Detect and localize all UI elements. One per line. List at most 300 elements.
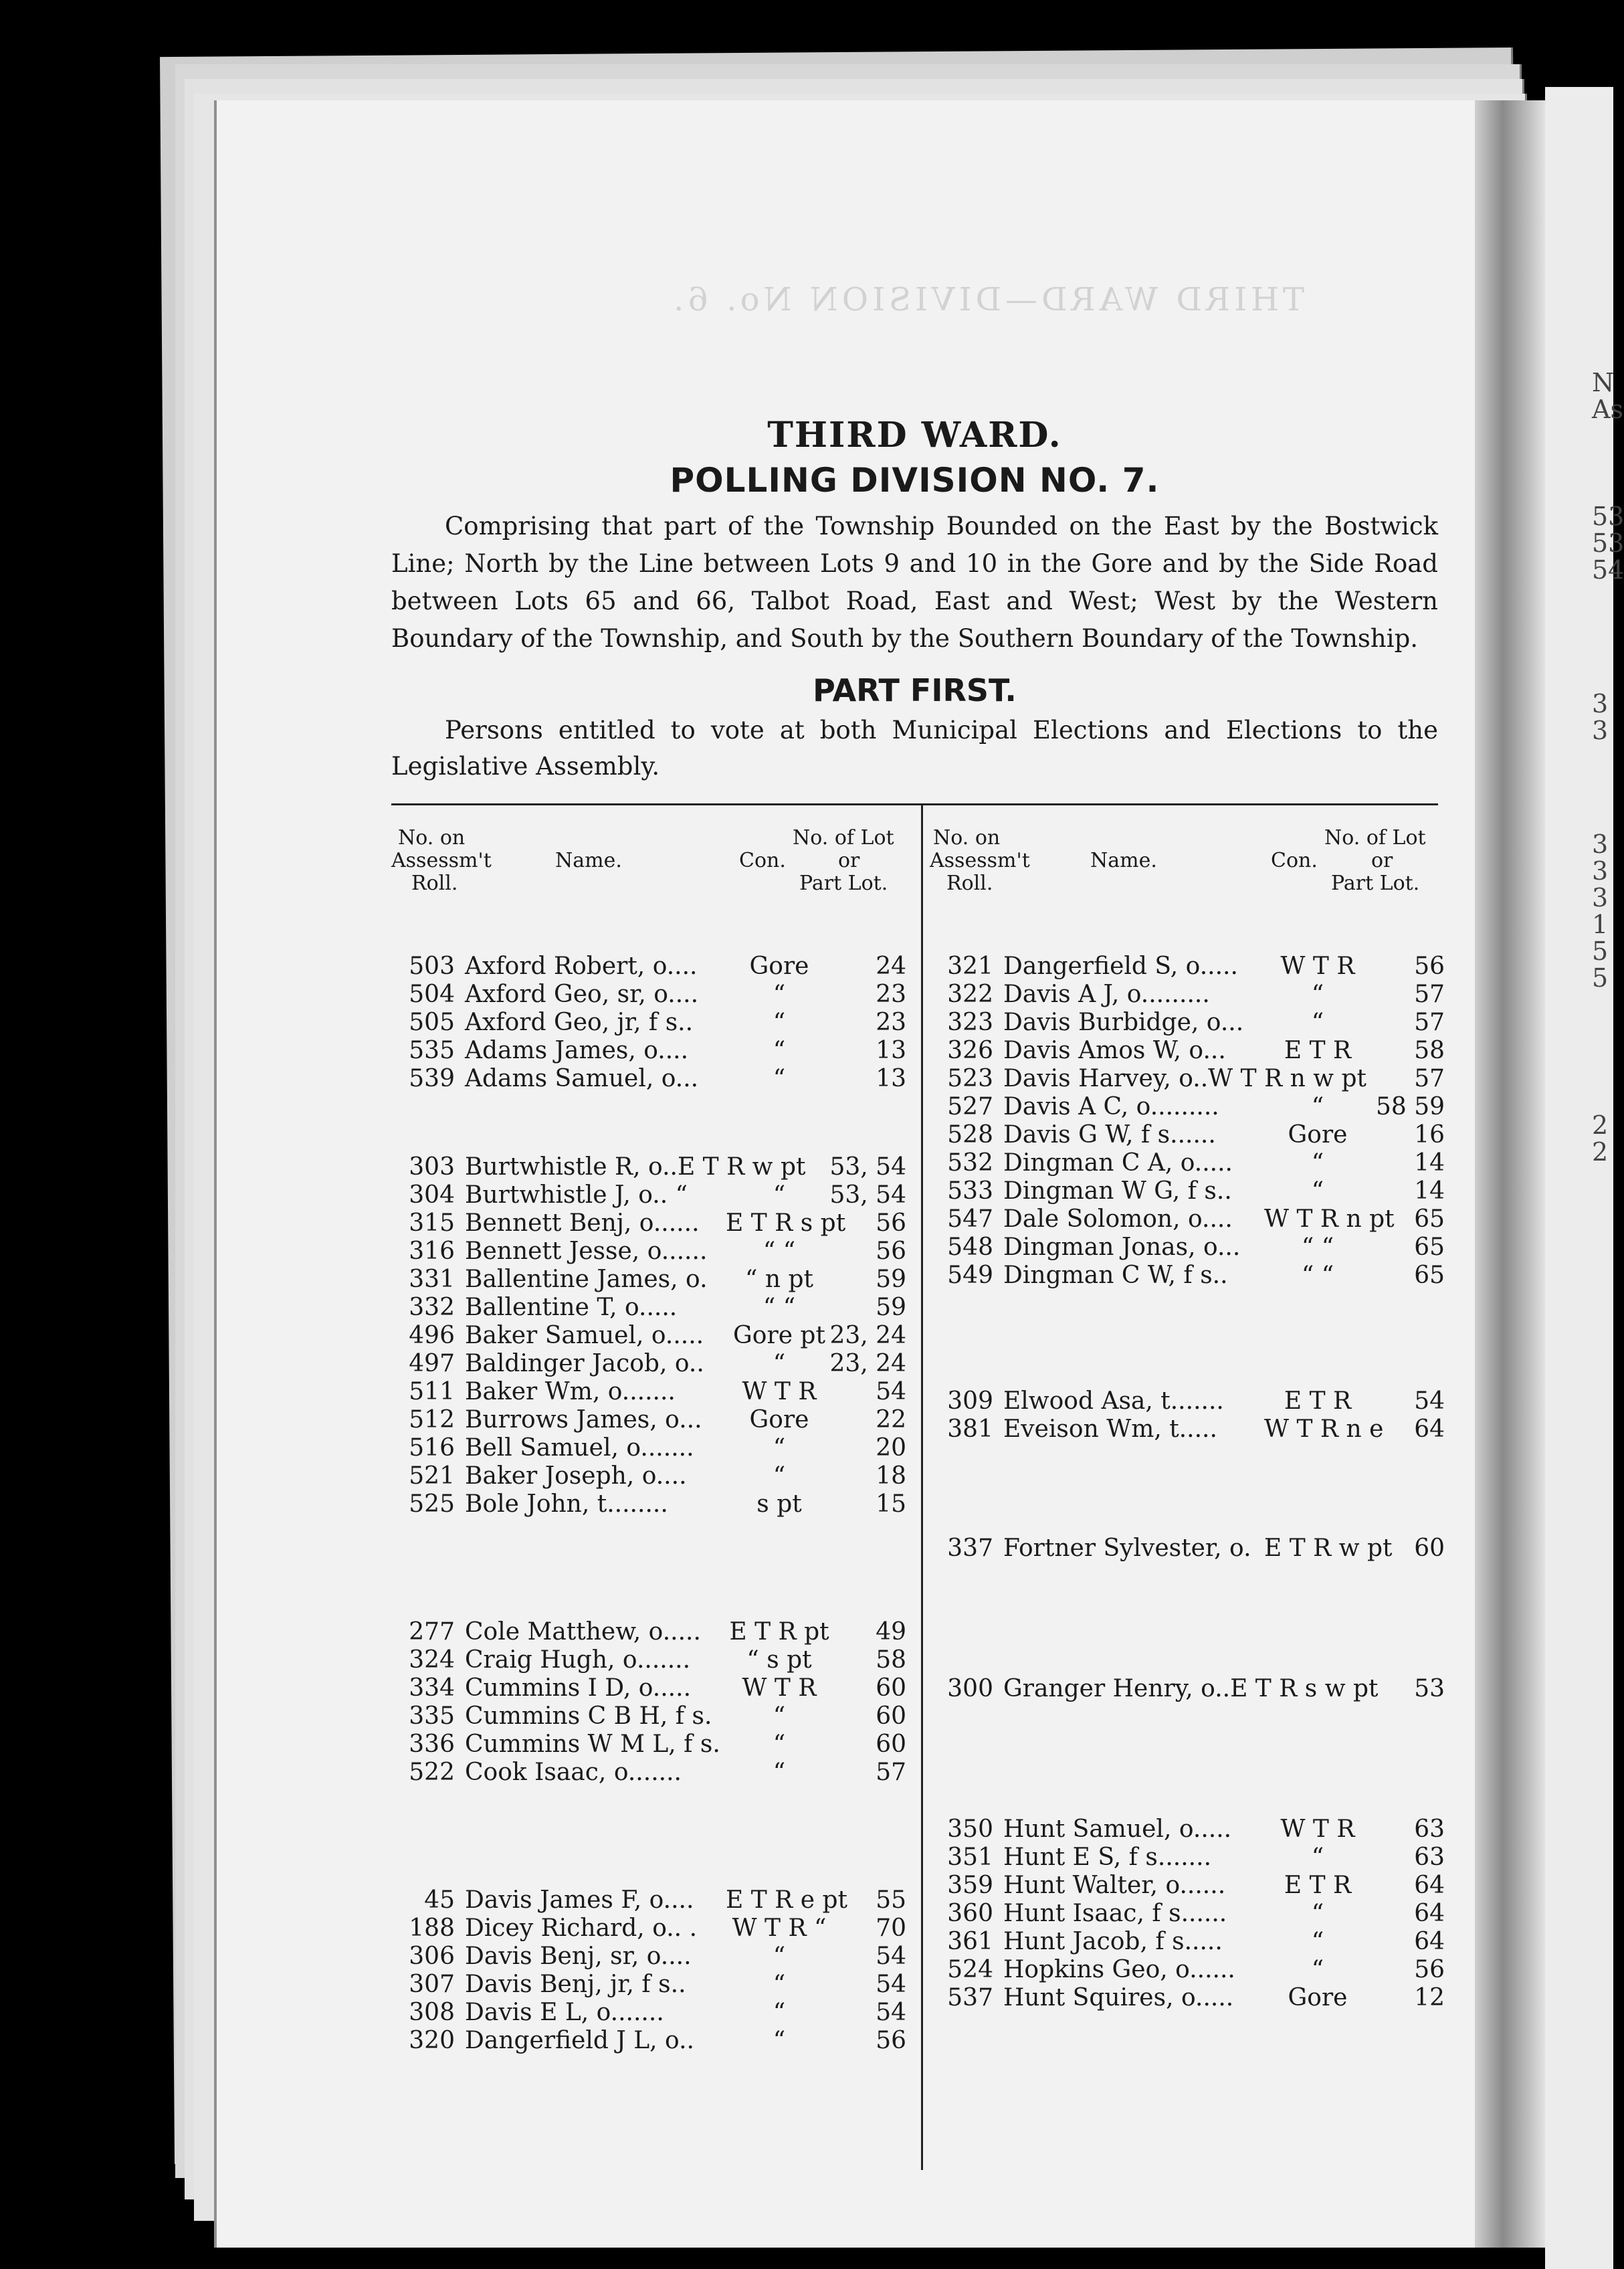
voter-entry: [930, 1177, 1451, 1205]
voter-list: [391, 805, 1445, 2170]
voter-name: Hunt Walter, o......: [1003, 1872, 1226, 1899]
voter-entry: [391, 1490, 913, 1518]
concession: “: [773, 1181, 786, 1209]
voter-name: Davis G W, f s......: [1003, 1121, 1216, 1149]
lot-number: 23, 24: [829, 1350, 906, 1377]
concession: “ s pt: [746, 1646, 812, 1674]
lot-number: 58: [1414, 1037, 1445, 1064]
header-no: No. on: [933, 826, 1001, 850]
concession: s pt: [756, 1490, 802, 1518]
voter-entry: [930, 1234, 1451, 1262]
roll-number: 307: [409, 1971, 455, 1998]
concession: “: [773, 1731, 786, 1758]
concession: W T R n pt: [1264, 1205, 1395, 1233]
voter-entry: [391, 1674, 913, 1702]
voter-name: Davis Benj, sr, o....: [465, 1943, 692, 1970]
voter-name: Hunt E S, f s.......: [1003, 1844, 1212, 1871]
roll-number: 300: [947, 1675, 993, 1702]
voter-entry: [391, 1181, 913, 1209]
voter-name: Cummins I D, o.....: [465, 1674, 692, 1702]
voter-name: Cummins C B H, f s.: [465, 1702, 712, 1730]
voter-name: Hopkins Geo, o......: [1003, 1956, 1235, 1983]
lot-number: 55: [876, 1886, 906, 1914]
voter-entry: [930, 1675, 1451, 1703]
column-divider: [921, 805, 923, 2170]
voter-name: Burtwhistle R, o..E T R w pt: [465, 1153, 806, 1181]
concession: “: [1311, 1009, 1324, 1036]
lot-number: 58 59: [1375, 1093, 1445, 1120]
next-page-text: 53: [1592, 502, 1624, 531]
voter-name: Dingman W G, f s..: [1003, 1177, 1232, 1205]
concession: E T R pt: [729, 1618, 829, 1646]
concession: “: [1311, 1844, 1324, 1871]
concession: “: [1311, 1093, 1324, 1120]
lot-number: 54: [876, 1378, 906, 1405]
concession: “: [773, 1759, 786, 1786]
roll-number: 45: [424, 1886, 455, 1914]
voter-entry: [391, 1378, 913, 1406]
page-content: [391, 415, 1445, 2170]
lot-number: 53, 54: [829, 1153, 906, 1181]
roll-number: 535: [409, 1037, 455, 1064]
roll-number: 337: [947, 1535, 993, 1562]
voter-entry: [930, 1009, 1451, 1037]
lot-number: 58: [876, 1646, 906, 1674]
concession: W T R: [1280, 1815, 1355, 1843]
voter-entry: [930, 1956, 1451, 1984]
roll-number: 533: [947, 1177, 993, 1205]
voter-entry: [930, 1984, 1451, 2012]
bleed-through-text: THIRD WARD—DIVISION No. 6.: [670, 281, 1304, 318]
header-name: Name.: [555, 849, 622, 872]
voter-name: Craig Hugh, o.......: [465, 1646, 691, 1674]
part-description: Persons entitled to vote at both Municipal Elections and Elections to the Legislative Assembly.: [391, 716, 1438, 781]
lot-number: 57: [1414, 1065, 1445, 1092]
roll-number: 381: [947, 1415, 993, 1443]
roll-number: 524: [947, 1956, 993, 1983]
voter-name: Davis A J, o.........: [1003, 981, 1210, 1008]
voter-entry: [391, 1914, 913, 1943]
concession: W T R: [742, 1378, 817, 1405]
voter-entry: [391, 1209, 913, 1238]
voter-name: Burrows James, o...: [465, 1406, 702, 1434]
concession: E T R w pt: [1264, 1535, 1393, 1562]
voter-name: Davis James F, o....: [465, 1886, 694, 1914]
lot-number: 23: [876, 981, 906, 1008]
lot-number: 54: [876, 1943, 906, 1970]
lot-number: 65: [1414, 1234, 1445, 1261]
roll-number: 503: [409, 953, 455, 980]
roll-number: 359: [947, 1872, 993, 1899]
lot-number: 16: [1414, 1121, 1445, 1149]
roll-number: 350: [947, 1815, 993, 1843]
roll-number: 315: [409, 1209, 455, 1237]
lot-number: 13: [876, 1065, 906, 1092]
voter-entry: [930, 1262, 1451, 1290]
voter-name: Baker Samuel, o.....: [465, 1322, 704, 1349]
voter-entry: [391, 1009, 913, 1037]
voter-name: Axford Robert, o....: [465, 953, 698, 980]
voter-name: Cook Isaac, o.......: [465, 1759, 682, 1786]
concession: “: [773, 1434, 786, 1462]
voter-name: Granger Henry, o..E T R s w pt: [1003, 1675, 1379, 1702]
lot-number: 56: [876, 1238, 906, 1265]
column-header: [930, 805, 1445, 939]
voter-name: Bole John, t........: [465, 1490, 668, 1518]
lot-number: 20: [876, 1434, 906, 1462]
voter-name: Ballentine James, o.: [465, 1266, 708, 1293]
division-title: POLLING DIVISION NO. 7.: [670, 461, 1160, 500]
concession: “ “: [763, 1238, 796, 1265]
book-gutter: [1475, 100, 1545, 2248]
header-name: Name.: [1090, 849, 1157, 872]
concession: “ n pt: [745, 1266, 813, 1293]
header-lot: or: [838, 849, 860, 872]
voter-entry: [391, 2027, 913, 2055]
voter-entry: [391, 1238, 913, 1266]
next-page-text: 3: [1592, 829, 1609, 859]
next-page-text: 5: [1592, 936, 1609, 966]
concession: “: [773, 1065, 786, 1092]
lot-number: 54: [876, 1999, 906, 2026]
voter-name: Davis Harvey, o..W T R n w pt: [1003, 1065, 1367, 1092]
concession: E T R: [1284, 1037, 1352, 1064]
roll-number: 527: [947, 1093, 993, 1120]
voter-name: Davis E L, o.......: [465, 1999, 664, 2026]
concession: “: [1311, 1177, 1324, 1205]
lot-number: 24: [876, 953, 906, 980]
voter-entry: [391, 1759, 913, 1787]
voter-entry: [391, 981, 913, 1009]
next-page-text: 3: [1592, 883, 1609, 912]
next-page-fragment: [1545, 87, 1624, 2269]
roll-number: 323: [947, 1009, 993, 1036]
voter-entry: [930, 1149, 1451, 1177]
roll-number: 322: [947, 981, 993, 1008]
roll-number: 528: [947, 1121, 993, 1149]
concession: “: [773, 1943, 786, 1970]
roll-number: 521: [409, 1462, 455, 1490]
roll-number: 539: [409, 1065, 455, 1092]
concession: W T R: [1280, 953, 1355, 980]
roll-number: 512: [409, 1406, 455, 1434]
header-no: Roll.: [411, 872, 458, 895]
voter-name: Baker Joseph, o....: [465, 1462, 687, 1490]
roll-number: 303: [409, 1153, 455, 1181]
voter-entry: [930, 1815, 1451, 1844]
concession: “ “: [1301, 1234, 1334, 1261]
concession: Gore: [1288, 1984, 1348, 2011]
lot-number: 65: [1414, 1205, 1445, 1233]
roll-number: 332: [409, 1294, 455, 1321]
concession: “: [773, 1350, 786, 1377]
voter-entry: [391, 1999, 913, 2027]
roll-number: 336: [409, 1731, 455, 1758]
ward-title: THIRD WARD.: [767, 415, 1062, 456]
voter-name: Fortner Sylvester, o.: [1003, 1535, 1251, 1562]
header-lot: Part Lot.: [799, 872, 888, 895]
column-header: [391, 805, 906, 939]
lot-number: 14: [1414, 1177, 1445, 1205]
boundary-description: Comprising that part of the Township Bounded on the East by the Bostwick Line; North by the Line between Lots 9 and 10 in the Gore and by the Side Road between Lots 65 and 66, Talbot Road, East and West; West by the Western Boundary of the Township, and South by the Southern Boundary of the Township.: [391, 512, 1438, 653]
concession: “: [1311, 1900, 1324, 1927]
part-title: PART FIRST.: [813, 672, 1017, 708]
roll-number: 306: [409, 1943, 455, 1970]
roll-number: 308: [409, 1999, 455, 2026]
roll-number: 516: [409, 1434, 455, 1462]
lot-number: 54: [876, 1971, 906, 1998]
voter-name: Davis A C, o.........: [1003, 1093, 1219, 1120]
concession: “: [773, 1999, 786, 2026]
header-no: No. on: [398, 826, 466, 850]
concession: “: [773, 1462, 786, 1490]
header-no: Assessm't: [391, 849, 492, 872]
lot-number: 23, 24: [829, 1322, 906, 1349]
voter-name: Dingman C W, f s..: [1003, 1262, 1228, 1289]
header-lot: Part Lot.: [1331, 872, 1420, 895]
voter-entry: [391, 1266, 913, 1294]
voter-name: Dingman C A, o.....: [1003, 1149, 1233, 1177]
concession: Gore: [1288, 1121, 1348, 1149]
roll-number: 351: [947, 1844, 993, 1871]
concession: “ “: [1301, 1262, 1334, 1289]
voter-entry: [391, 1886, 913, 1914]
voter-entry: [930, 1093, 1451, 1121]
next-page-text: 3: [1592, 856, 1609, 886]
roll-number: 335: [409, 1702, 455, 1730]
lot-number: 64: [1414, 1872, 1445, 1899]
roll-number: 361: [947, 1928, 993, 1955]
right-column: [930, 805, 1445, 2170]
lot-number: 64: [1414, 1900, 1445, 1927]
lot-number: 18: [876, 1462, 906, 1490]
voter-name: Hunt Isaac, f s......: [1003, 1900, 1227, 1927]
voter-name: Adams Samuel, o...: [465, 1065, 699, 1092]
voter-name: Davis Burbidge, o...: [1003, 1009, 1244, 1036]
roll-number: 304: [409, 1181, 455, 1209]
concession: W T R n e: [1264, 1415, 1384, 1443]
roll-number: 511: [409, 1378, 455, 1405]
voter-name: Eveison Wm, t.....: [1003, 1415, 1217, 1443]
voter-entry: [930, 1205, 1451, 1234]
voter-entry: [391, 1702, 913, 1731]
voter-name: Dale Solomon, o....: [1003, 1205, 1233, 1233]
voter-entry: [930, 1037, 1451, 1065]
voter-name: Bennett Jesse, o......: [465, 1238, 708, 1265]
voter-entry: [391, 1731, 913, 1759]
voter-entry: [930, 953, 1451, 981]
concession: “: [773, 2027, 786, 2054]
lot-number: 56: [1414, 1956, 1445, 1983]
roll-number: 331: [409, 1266, 455, 1293]
roll-number: 321: [947, 953, 993, 980]
lot-number: 57: [876, 1759, 906, 1786]
voter-entry: [930, 1928, 1451, 1956]
roll-number: 504: [409, 981, 455, 1008]
roll-number: 537: [947, 1984, 993, 2011]
roll-number: 316: [409, 1238, 455, 1265]
concession: “: [1311, 1928, 1324, 1955]
roll-number: 497: [409, 1350, 455, 1377]
voter-name: Dangerfield S, o.....: [1003, 953, 1238, 980]
roll-number: 505: [409, 1009, 455, 1036]
concession: “ “: [763, 1294, 796, 1321]
voter-name: Davis Amos W, o...: [1003, 1037, 1226, 1064]
roll-number: 547: [947, 1205, 993, 1233]
roll-number: 360: [947, 1900, 993, 1927]
lot-number: 23: [876, 1009, 906, 1036]
voter-entry: [930, 1065, 1451, 1093]
voter-entry: [391, 1322, 913, 1350]
voter-name: Cole Matthew, o.....: [465, 1618, 701, 1646]
lot-number: 63: [1414, 1844, 1445, 1871]
voter-entry: [391, 1406, 913, 1434]
voter-entry: [930, 1900, 1451, 1928]
voter-entry: [930, 981, 1451, 1009]
voter-entry: [391, 1618, 913, 1646]
next-page-text: 1: [1592, 910, 1609, 939]
next-page-text: 3: [1592, 689, 1609, 718]
concession: Gore pt: [733, 1322, 825, 1349]
roll-number: 548: [947, 1234, 993, 1261]
next-page-text: 54: [1592, 555, 1624, 585]
roll-number: 277: [409, 1618, 455, 1646]
lot-number: 64: [1414, 1928, 1445, 1955]
voter-entry: [391, 1294, 913, 1322]
concession: “: [773, 1009, 786, 1036]
concession: Gore: [749, 1406, 809, 1434]
voter-name: Dingman Jonas, o...: [1003, 1234, 1241, 1261]
lot-number: 56: [876, 1209, 906, 1237]
lot-number: 64: [1414, 1415, 1445, 1443]
voter-entry: [930, 1535, 1451, 1563]
lot-number: 15: [876, 1490, 906, 1518]
concession: “: [773, 981, 786, 1008]
voter-name: Axford Geo, sr, o....: [465, 981, 699, 1008]
voter-name: Baldinger Jacob, o..: [465, 1350, 704, 1377]
voter-entry: [391, 1462, 913, 1490]
lot-number: 59: [876, 1266, 906, 1293]
lot-number: 56: [876, 2027, 906, 2054]
lot-number: 60: [1414, 1535, 1445, 1562]
lot-number: 49: [876, 1618, 906, 1646]
lot-number: 12: [1414, 1984, 1445, 2011]
concession: Gore: [749, 953, 809, 980]
lot-number: 70: [876, 1914, 906, 1942]
lot-number: 14: [1414, 1149, 1445, 1177]
roll-number: 334: [409, 1674, 455, 1702]
lot-number: 54: [1414, 1387, 1445, 1415]
roll-number: 320: [409, 2027, 455, 2054]
roll-number: 324: [409, 1646, 455, 1674]
next-page-text: N: [1592, 368, 1615, 397]
lot-number: 60: [876, 1674, 906, 1702]
lot-number: 22: [876, 1406, 906, 1434]
voter-entry: [391, 1434, 913, 1462]
voter-entry: [930, 1121, 1451, 1149]
header-no: Roll.: [946, 872, 993, 895]
lot-number: 53: [1414, 1675, 1445, 1702]
voter-entry: [391, 1971, 913, 1999]
voter-entry: [930, 1415, 1451, 1444]
next-page-text: 2: [1592, 1137, 1609, 1167]
roll-number: 525: [409, 1490, 455, 1518]
left-column: [391, 805, 906, 2170]
concession: “: [773, 1037, 786, 1064]
lot-number: 60: [876, 1731, 906, 1758]
voter-name: Hunt Samuel, o.....: [1003, 1815, 1232, 1843]
header-lot: No. of Lot: [793, 826, 894, 850]
voter-entry: [391, 1646, 913, 1674]
header-no: Assessm't: [930, 849, 1030, 872]
voter-name: Davis Benj, jr, f s..: [465, 1971, 686, 1998]
roll-number: 188: [409, 1914, 455, 1942]
voter-name: Cummins W M L, f s.: [465, 1731, 720, 1758]
voter-name: Ballentine T, o.....: [465, 1294, 678, 1321]
concession: E T R: [1284, 1872, 1352, 1899]
roll-number: 549: [947, 1262, 993, 1289]
voter-name: Dangerfield J L, o..: [465, 2027, 694, 2054]
lot-number: 53, 54: [829, 1181, 906, 1209]
next-page-text: As: [1592, 395, 1623, 424]
roll-number: 309: [947, 1387, 993, 1415]
voter-name: Adams James, o....: [465, 1037, 689, 1064]
voter-entry: [930, 1844, 1451, 1872]
concession: “: [773, 1702, 786, 1730]
voter-entry: [930, 1387, 1451, 1415]
voter-name: Bell Samuel, o.......: [465, 1434, 694, 1462]
header-lot: No. of Lot: [1324, 826, 1426, 850]
concession: “: [1311, 1149, 1324, 1177]
header-con: Con.: [1271, 849, 1318, 872]
voter-entry: [391, 1037, 913, 1065]
lot-number: 65: [1414, 1262, 1445, 1289]
concession: E T R s pt: [726, 1209, 846, 1237]
voter-entry: [391, 953, 913, 981]
voter-name: Hunt Squires, o.....: [1003, 1984, 1234, 2011]
voter-name: Burtwhistle J, o.. “: [465, 1181, 688, 1209]
roll-number: 522: [409, 1759, 455, 1786]
voter-name: Axford Geo, jr, f s..: [465, 1009, 694, 1036]
concession: E T R e pt: [726, 1886, 847, 1914]
lot-number: 56: [1414, 953, 1445, 980]
voter-entry: [391, 1153, 913, 1181]
lot-number: 63: [1414, 1815, 1445, 1843]
voter-name: Baker Wm, o.......: [465, 1378, 676, 1405]
roll-number: 532: [947, 1149, 993, 1177]
voter-name: Dicey Richard, o.. .: [465, 1914, 698, 1942]
concession: “: [773, 1971, 786, 1998]
lot-number: 57: [1414, 981, 1445, 1008]
lot-number: 60: [876, 1702, 906, 1730]
header-con: Con.: [739, 849, 786, 872]
roll-number: 523: [947, 1065, 993, 1092]
concession: W T R “: [732, 1914, 827, 1942]
concession: “: [1311, 1956, 1324, 1983]
voter-name: Hunt Jacob, f s.....: [1003, 1928, 1223, 1955]
roll-number: 326: [947, 1037, 993, 1064]
voter-name: Bennett Benj, o......: [465, 1209, 700, 1237]
lot-number: 13: [876, 1037, 906, 1064]
voter-entry: [391, 1943, 913, 1971]
next-page-text: 3: [1592, 716, 1609, 745]
lot-number: 59: [876, 1294, 906, 1321]
voter-entry: [391, 1065, 913, 1093]
roll-number: 496: [409, 1322, 455, 1349]
concession: E T R: [1284, 1387, 1352, 1415]
voter-entry: [391, 1350, 913, 1378]
header-lot: or: [1371, 849, 1393, 872]
